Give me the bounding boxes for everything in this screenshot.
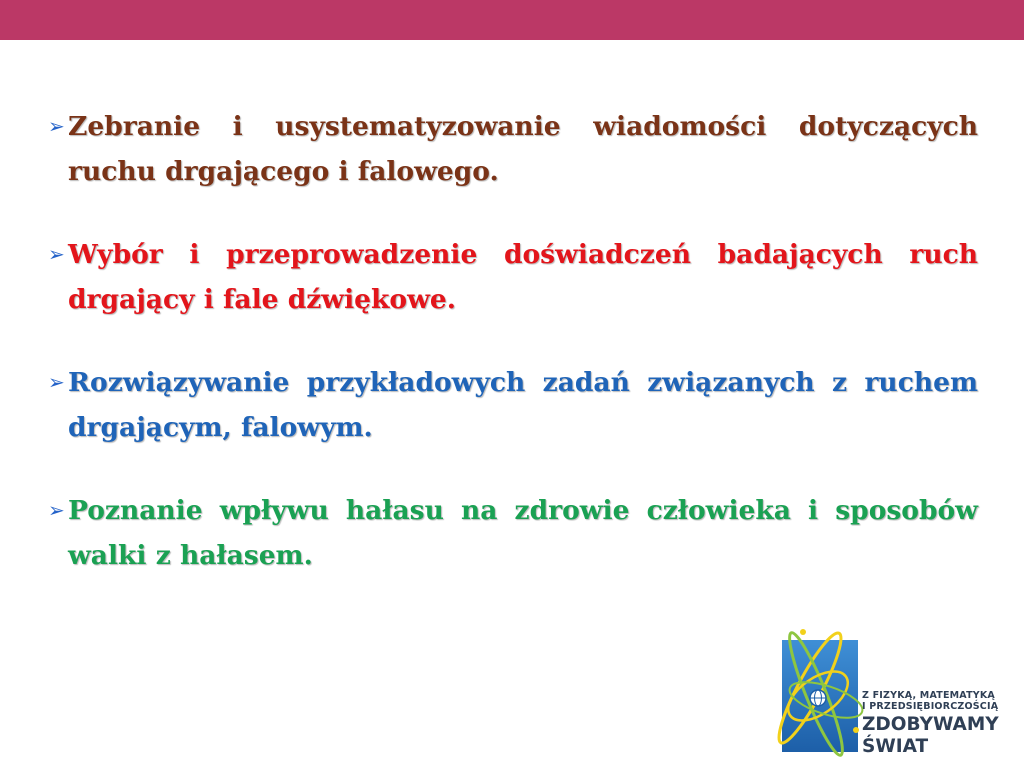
arrow-bullet-icon: ➢ bbox=[48, 498, 65, 522]
logo-title-line1: ZDOBYWAMY bbox=[862, 714, 999, 735]
arrow-bullet-icon: ➢ bbox=[48, 370, 65, 394]
bullet-item bbox=[48, 488, 978, 578]
header-band bbox=[0, 0, 1024, 40]
project-logo bbox=[768, 618, 1024, 768]
bullet-text: Wybór i przeprowadzenie doświadczeń badających ruch drgający i fale dźwiękowe. bbox=[68, 239, 978, 315]
bullet-text: Rozwiązywanie przykładowych zadań związanych z ruchem drgającym, falowym. bbox=[68, 367, 978, 443]
bullet-item bbox=[48, 232, 978, 322]
arrow-bullet-icon: ➢ bbox=[48, 114, 65, 138]
bullet-text: Zebranie i usystematyzowanie wiadomości dotyczących ruchu drgającego i falowego. bbox=[68, 111, 978, 187]
logo-tagline-line1: Z FIZYKĄ, MATEMATYKĄ bbox=[862, 690, 995, 701]
logo-tagline-line2: I PRZEDSIĘBIORCZOŚCIĄ bbox=[862, 701, 999, 712]
logo-title-line2: ŚWIAT bbox=[862, 736, 929, 757]
bullet-text: Poznanie wpływu hałasu na zdrowie człowieka i sposobów walki z hałasem. bbox=[68, 495, 978, 571]
bullet-item bbox=[48, 104, 978, 194]
bullet-item bbox=[48, 360, 978, 450]
arrow-bullet-icon: ➢ bbox=[48, 242, 65, 266]
bullet-list bbox=[48, 104, 978, 616]
